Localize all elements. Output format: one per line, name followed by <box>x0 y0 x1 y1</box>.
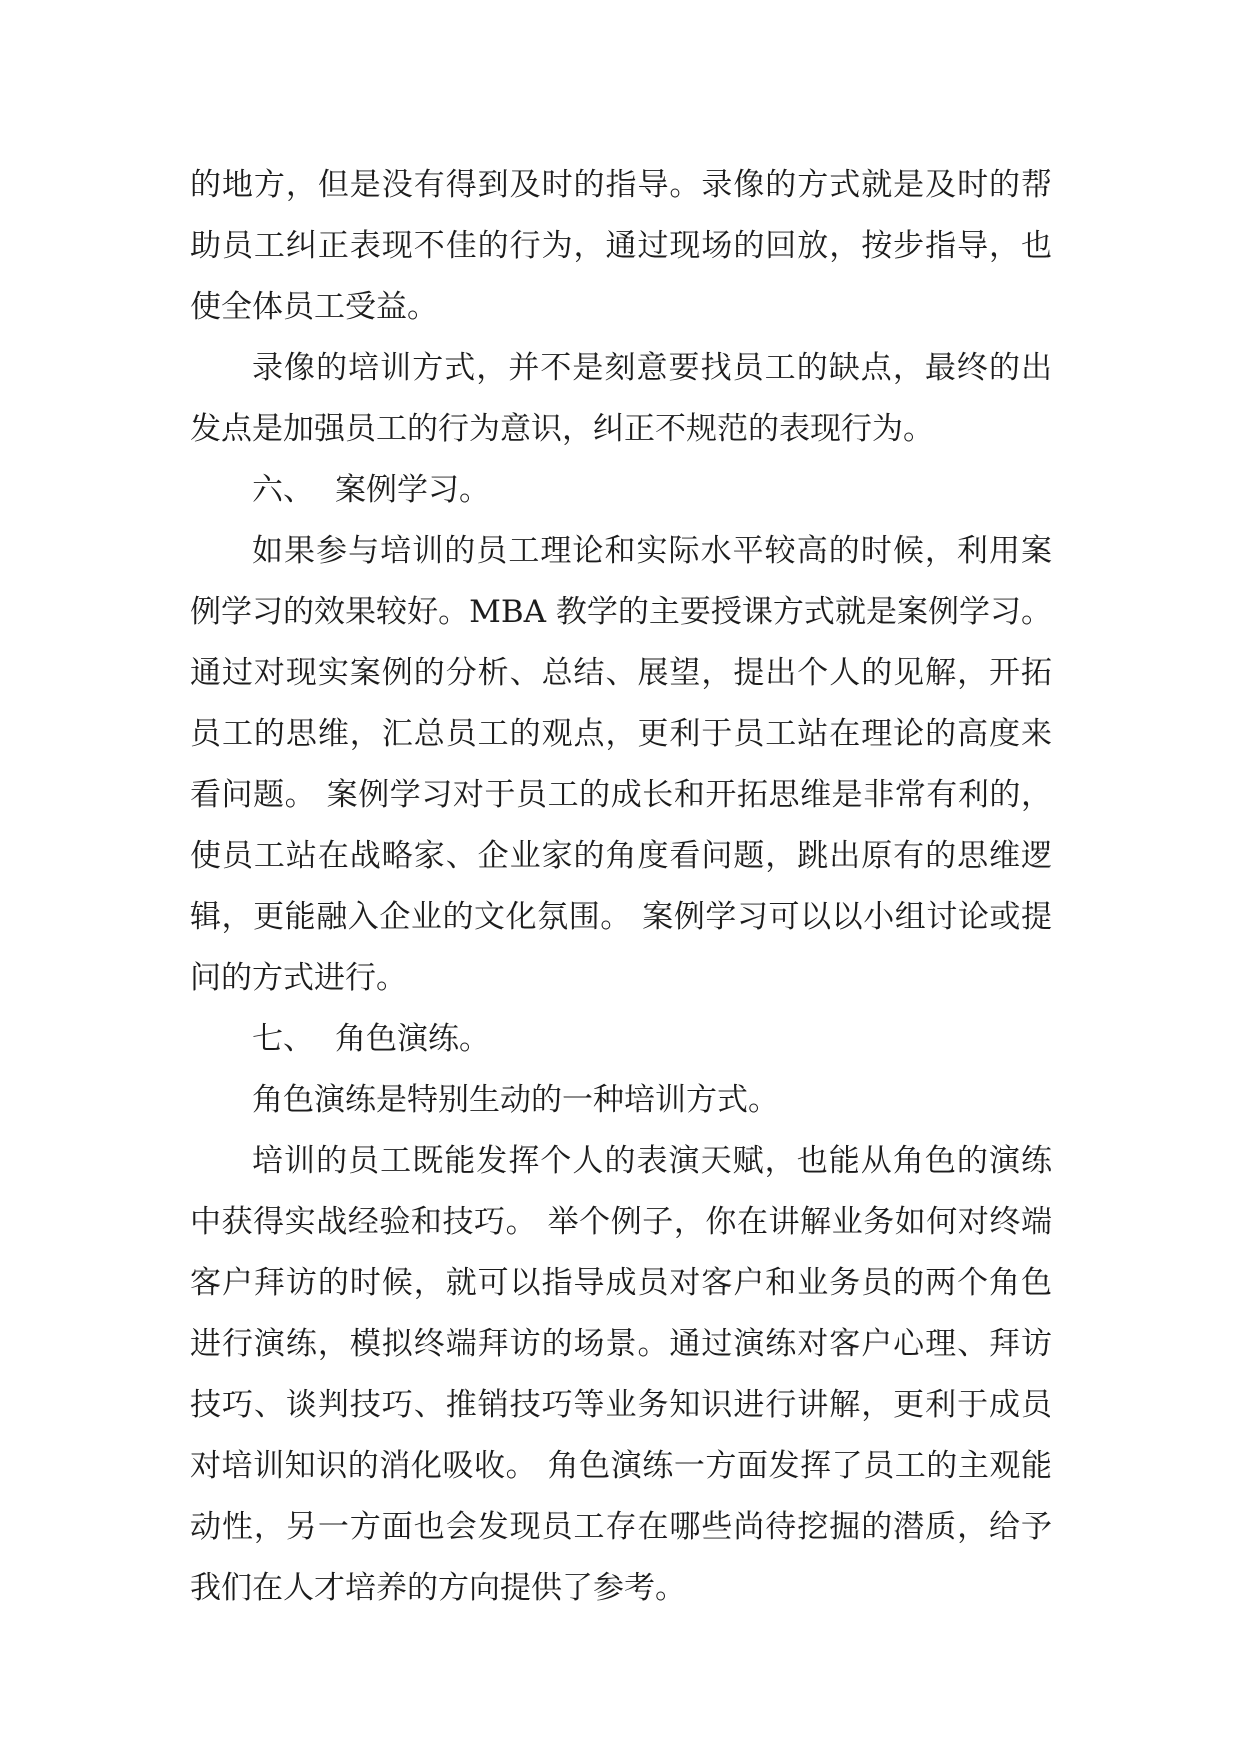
section-heading-case-study <box>190 460 1052 521</box>
paragraph-case-study: 如果参与培训的员工理论和实际水平较高的时候，利用案例学习的效果较好。MBA 教学的主要授课方式就是案例学习。通过对现实案例的分析、总结、展望，提出个人的见解，开拓员工的思维，汇总员工的观点，更利于员工站在理论的高度来看问题。 案例学习对于员工的成长和开拓思维是非常有利的，使员工站在战略家、企业家的角度看问题，跳出原有的思维逻辑，更能融入企业的文化氛围。 案例学习可以以小组讨论或提问的方式进行。 <box>190 533 1052 996</box>
paragraph-recording-purpose: 录像的培训方式，并不是刻意要找员工的缺点，最终的出发点是加强员工的行为意识，纠正不规范的表现行为。 <box>190 350 1052 447</box>
document-body <box>190 155 1052 1619</box>
paragraph-role-play-detail: 培训的员工既能发挥个人的表演天赋，也能从角色的演练中获得实战经验和技巧。 举个例子，你在讲解业务如何对终端客户拜访的时候，就可以指导成员对客户和业务员的两个角色进行演练，模拟终端拜访的场景。通过演练对客户心理、拜访技巧、谈判技巧、推销技巧等业务知识进行讲解，更利于成员对培训知识的消化吸收。 角色演练一方面发挥了员工的主观能动性，另一方面也会发现员工存在哪些尚待挖掘的潜质，给予我们在人才培养的方向提供了参考。 <box>190 1143 1052 1606</box>
section-number: 六、 <box>252 472 314 508</box>
section-number: 七、 <box>252 1021 314 1057</box>
paragraph-recording-guidance: 的地方，但是没有得到及时的指导。录像的方式就是及时的帮助员工纠正表现不佳的行为，通过现场的回放，按步指导，也使全体员工受益。 <box>190 167 1052 325</box>
paragraph-role-play-intro: 角色演练是特别生动的一种培训方式。 <box>252 1082 779 1118</box>
section-title: 案例学习。 <box>335 472 490 508</box>
section-heading-role-play <box>190 1009 1052 1070</box>
section-title: 角色演练。 <box>335 1021 490 1057</box>
